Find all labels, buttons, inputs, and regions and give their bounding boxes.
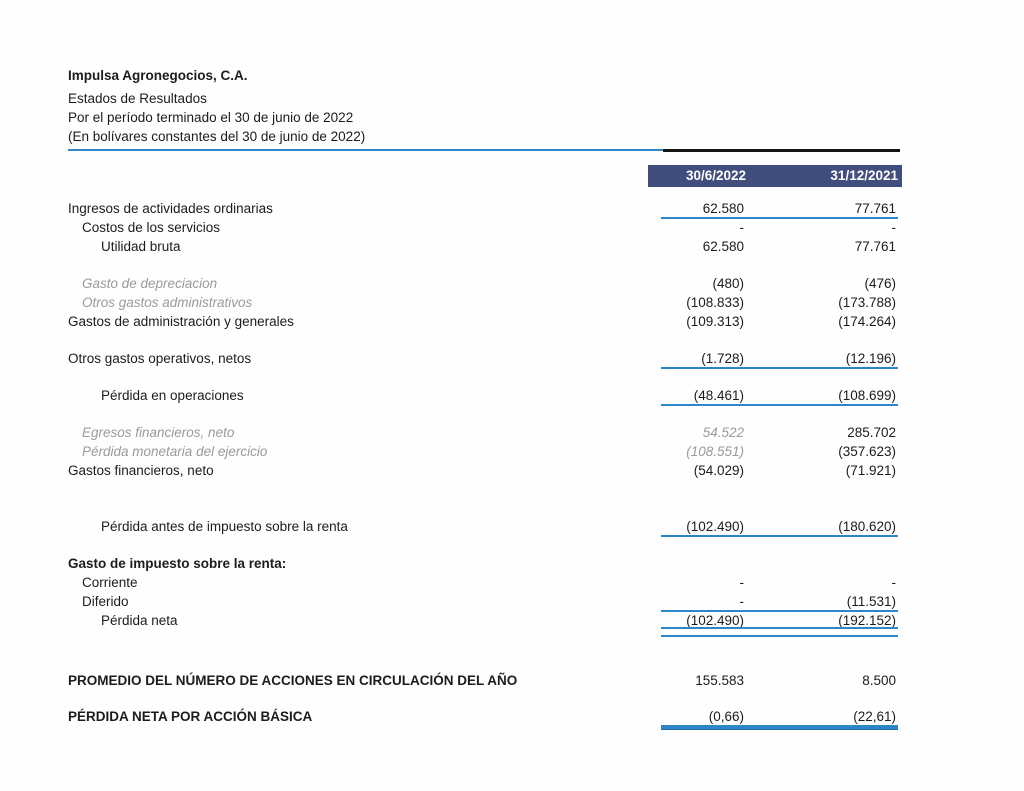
row-values: [646, 293, 900, 312]
statement-rows: [68, 199, 900, 726]
row-values: [646, 671, 900, 690]
row-values: [646, 461, 900, 480]
table-row: [68, 611, 900, 630]
row-values: [646, 312, 900, 331]
table-row: [68, 312, 900, 331]
table-row: [68, 442, 900, 461]
value-col-2021: -: [891, 575, 896, 590]
row-label: Utilidad bruta: [101, 239, 181, 254]
row-label: Egresos financieros, neto: [82, 425, 235, 440]
row-values: [646, 386, 900, 405]
value-col-2021: -: [891, 220, 896, 235]
value-col-2022: (108.833): [686, 295, 744, 310]
table-row: [68, 592, 900, 611]
row-values: [646, 237, 900, 256]
table-row: [68, 573, 900, 592]
value-col-2021: 77.761: [854, 201, 896, 216]
statement-period: Por el período terminado el 30 de junio de 2022: [68, 110, 354, 125]
table-row: [68, 218, 900, 237]
value-col-2021: 285.702: [847, 425, 896, 440]
row-label: Otros gastos administrativos: [82, 295, 253, 310]
row-spacer: [68, 405, 900, 423]
value-col-2022: (109.313): [686, 314, 744, 329]
value-col-2022: -: [739, 594, 744, 609]
value-col-2021: (357.623): [838, 444, 896, 459]
value-col-2022: (0,66): [708, 709, 744, 724]
row-values: [646, 592, 900, 611]
value-col-2022: (48.461): [693, 388, 744, 403]
table-row: [68, 423, 900, 442]
value-col-2022: 155.583: [695, 673, 744, 688]
row-values: [646, 611, 900, 630]
value-col-2022: (102.490): [686, 519, 744, 534]
row-spacer: [68, 331, 900, 349]
table-row: [68, 707, 900, 726]
column-header-2022: 30/6/2022: [685, 168, 746, 183]
value-col-2022: (1.728): [701, 351, 744, 366]
row-label: Pérdida monetaria del ejercicio: [82, 444, 268, 459]
row-spacer: [68, 256, 900, 274]
row-label: PROMEDIO DEL NÚMERO DE ACCIONES EN CIRCULACIÓN DEL AÑO: [68, 673, 518, 688]
value-col-2021: 77.761: [854, 239, 896, 254]
value-col-2022: (480): [712, 276, 744, 291]
row-spacer: [68, 536, 900, 554]
row-values: [646, 349, 900, 368]
column-header-2021: 31/12/2021: [830, 168, 898, 183]
value-col-2021: (71.921): [845, 463, 896, 478]
row-values: [646, 199, 900, 218]
value-col-2022: (54.029): [693, 463, 744, 478]
value-col-2021: (11.531): [846, 594, 896, 609]
row-label: Gastos financieros, neto: [68, 463, 214, 478]
statement-header: [68, 66, 1024, 146]
column-header-bar: [648, 165, 902, 187]
header-rule-blue: [68, 149, 663, 151]
value-col-2021: 8.500: [862, 673, 896, 688]
row-label: Corriente: [82, 575, 138, 590]
value-col-2022: -: [739, 575, 744, 590]
row-label: Pérdida antes de impuesto sobre la renta: [101, 519, 348, 534]
statement-title: Estados de Resultados: [68, 91, 207, 106]
header-rule-black: [663, 149, 900, 152]
table-row: [68, 386, 900, 405]
value-col-2022: -: [739, 220, 744, 235]
value-col-2021: (12.196): [845, 351, 896, 366]
row-values: [646, 554, 900, 573]
row-label: Otros gastos operativos, netos: [68, 351, 252, 366]
table-row: [68, 349, 900, 368]
row-spacer: [68, 368, 900, 386]
row-label: Ingresos de actividades ordinarias: [68, 201, 273, 216]
value-col-2021: (192.152): [838, 613, 896, 628]
value-col-2022: 62.580: [702, 239, 744, 254]
table-row: [68, 461, 900, 480]
row-label: Diferido: [82, 594, 129, 609]
currency-note: (En bolívares constantes del 30 de junio de 2022): [68, 129, 366, 144]
value-col-2021: (173.788): [838, 295, 896, 310]
value-col-2021: (180.620): [838, 519, 896, 534]
table-row: [68, 671, 900, 690]
row-values: [646, 423, 900, 442]
value-col-2021: [746, 554, 900, 573]
company-name: Impulsa Agronegocios, C.A.: [68, 68, 248, 83]
table-row: [68, 199, 900, 218]
row-values: [646, 442, 900, 461]
row-label: Gasto de depreciacion: [82, 276, 218, 291]
value-col-2021: (108.699): [838, 388, 896, 403]
value-col-2021: (174.264): [838, 314, 896, 329]
row-label: PÉRDIDA NETA POR ACCIÓN BÁSICA: [68, 709, 313, 724]
table-row: [68, 274, 900, 293]
table-row: [68, 517, 900, 536]
value-col-2022: [646, 554, 746, 573]
table-row: [68, 293, 900, 312]
value-col-2022: 54.522: [702, 425, 744, 440]
row-values: [646, 274, 900, 293]
value-col-2021: (476): [864, 276, 896, 291]
value-col-2022: (102.490): [686, 613, 744, 628]
row-label: Costos de los servicios: [82, 220, 221, 235]
row-label: Pérdida en operaciones: [101, 388, 244, 403]
row-spacer: [68, 480, 900, 517]
table-row: [68, 237, 900, 256]
row-label: Gastos de administración y generales: [68, 314, 294, 329]
row-values: [646, 517, 900, 536]
value-col-2022: 62.580: [702, 201, 744, 216]
row-label: Pérdida neta: [101, 613, 178, 628]
row-values: [646, 573, 900, 592]
table-row: [68, 554, 900, 573]
value-col-2021: (22,61): [853, 709, 896, 724]
row-values: [646, 218, 900, 237]
header-rule: [68, 148, 900, 152]
value-col-2022: (108.551): [686, 444, 744, 459]
row-label: Gasto de impuesto sobre la renta:: [68, 556, 287, 571]
row-spacer: [68, 690, 900, 707]
row-values: [646, 707, 900, 726]
